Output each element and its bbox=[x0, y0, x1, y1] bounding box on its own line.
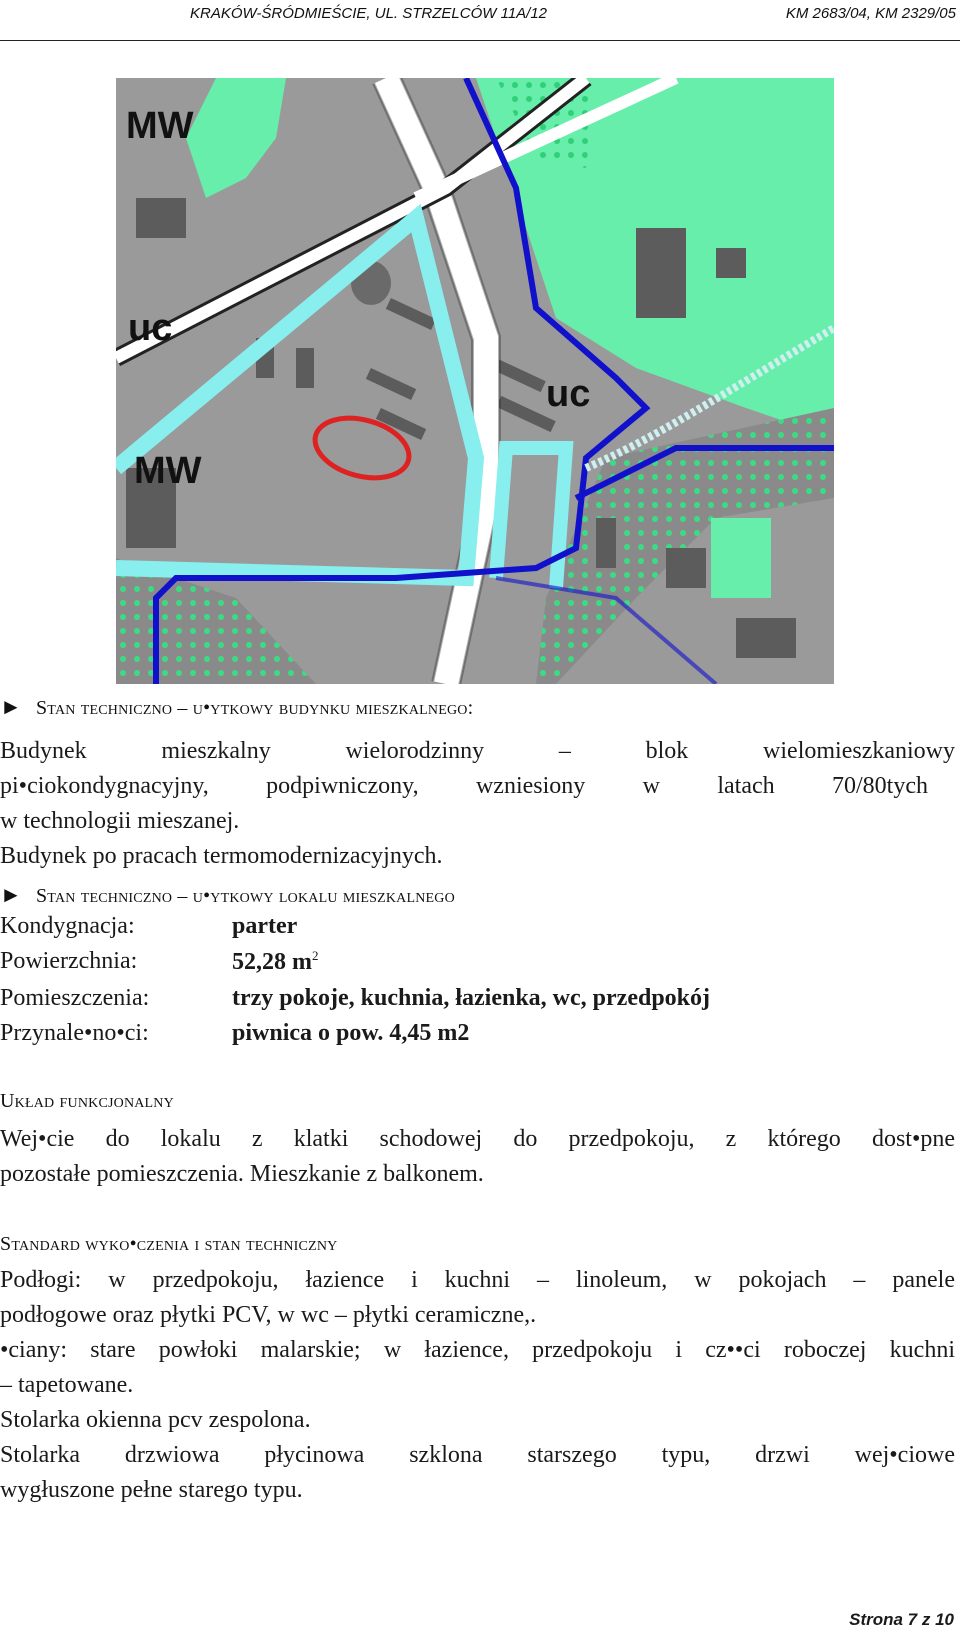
field-label: Kondygnacja: bbox=[0, 913, 135, 939]
text-line: podłogowe oraz płytki PCV, w wc – płytki ceramiczne,. bbox=[0, 1302, 537, 1328]
header-parcel-numbers: KM 2683/04, KM 2329/05 bbox=[785, 5, 956, 22]
text-line: w technologii mieszanej. bbox=[0, 808, 240, 834]
section-heading-layout bbox=[0, 1090, 174, 1113]
header-address: KRAKÓW-ŚRÓDMIEŚCIE, UL. STRZELCÓW 11A/12 bbox=[190, 5, 548, 22]
text-line: •ciany: stare powłoki malarskie; w łazience, przedpokoju i cz••ci roboczej kuchni bbox=[0, 1337, 955, 1363]
text-line: pi•ciokondygnacyjny, podpiwniczony, wzniesiony w latach 70/80tych bbox=[0, 773, 928, 799]
map-label-mw: MW bbox=[134, 450, 202, 492]
heading-text: Układ funkcjonalny bbox=[0, 1090, 174, 1112]
area-value: 52,28 m bbox=[232, 949, 312, 975]
arrow-icon: ► bbox=[0, 694, 22, 719]
finish-description bbox=[0, 1263, 955, 1508]
map-label-uc: uc bbox=[546, 373, 591, 415]
green-park bbox=[711, 518, 771, 598]
layout-description bbox=[0, 1122, 955, 1192]
heading-text: Stan techniczno – u•ytkowy lokalu mieszkalnego bbox=[35, 885, 455, 907]
field-label: Przynale•no•ci: bbox=[0, 1020, 149, 1046]
text-line: pozostałe pomieszczenia. Mieszkanie z balkonem. bbox=[0, 1161, 484, 1187]
section-heading-building bbox=[0, 694, 473, 720]
field-label: Pomieszczenia: bbox=[0, 985, 150, 1011]
map-label-uc: uc bbox=[128, 307, 173, 349]
field-value: trzy pokoje, kuchnia, łazienka, wc, przedpokój bbox=[232, 985, 711, 1011]
text-line: Wej•cie do lokalu z klatki schodowej do przedpokoju, z którego dost•pne bbox=[0, 1126, 955, 1152]
text-line: Budynek po pracach termomodernizacyjnych. bbox=[0, 843, 443, 869]
section-heading-apartment bbox=[0, 882, 455, 908]
page-header bbox=[0, 0, 960, 41]
heading-text: Stan techniczno – u•ytkowy budynku mieszkalnego: bbox=[35, 697, 474, 719]
zoning-map bbox=[116, 78, 834, 684]
building-description bbox=[0, 734, 955, 874]
text-line: wygłuszone pełne starego typu. bbox=[0, 1477, 303, 1503]
text-line: Stolarka drzwiowa płycinowa szklona starszego typu, drzwi wej•ciowe bbox=[0, 1442, 955, 1468]
arrow-icon: ► bbox=[0, 882, 22, 907]
field-value: piwnica o pow. 4,45 m2 bbox=[232, 1020, 470, 1046]
page-number: Strona 7 z 10 bbox=[849, 1610, 954, 1629]
text-line: – tapetowane. bbox=[0, 1372, 134, 1398]
text-line: Stolarka okienna pcv zespolona. bbox=[0, 1407, 311, 1433]
text-line: Budynek mieszkalny wielorodzinny – blok wielomieszkaniowy bbox=[0, 738, 955, 764]
field-value bbox=[232, 948, 319, 976]
text-line: Podłogi: w przedpokoju, łazience i kuchni – linoleum, w pokojach – panele bbox=[0, 1267, 955, 1293]
section-heading-finish-standard bbox=[0, 1233, 337, 1256]
area-superscript: 2 bbox=[312, 948, 319, 963]
field-value: parter bbox=[232, 913, 298, 939]
field-label: Powierzchnia: bbox=[0, 948, 138, 974]
map-label-mw: MW bbox=[126, 105, 194, 147]
heading-text: Standard wyko•czenia i stan techniczny bbox=[0, 1233, 338, 1255]
